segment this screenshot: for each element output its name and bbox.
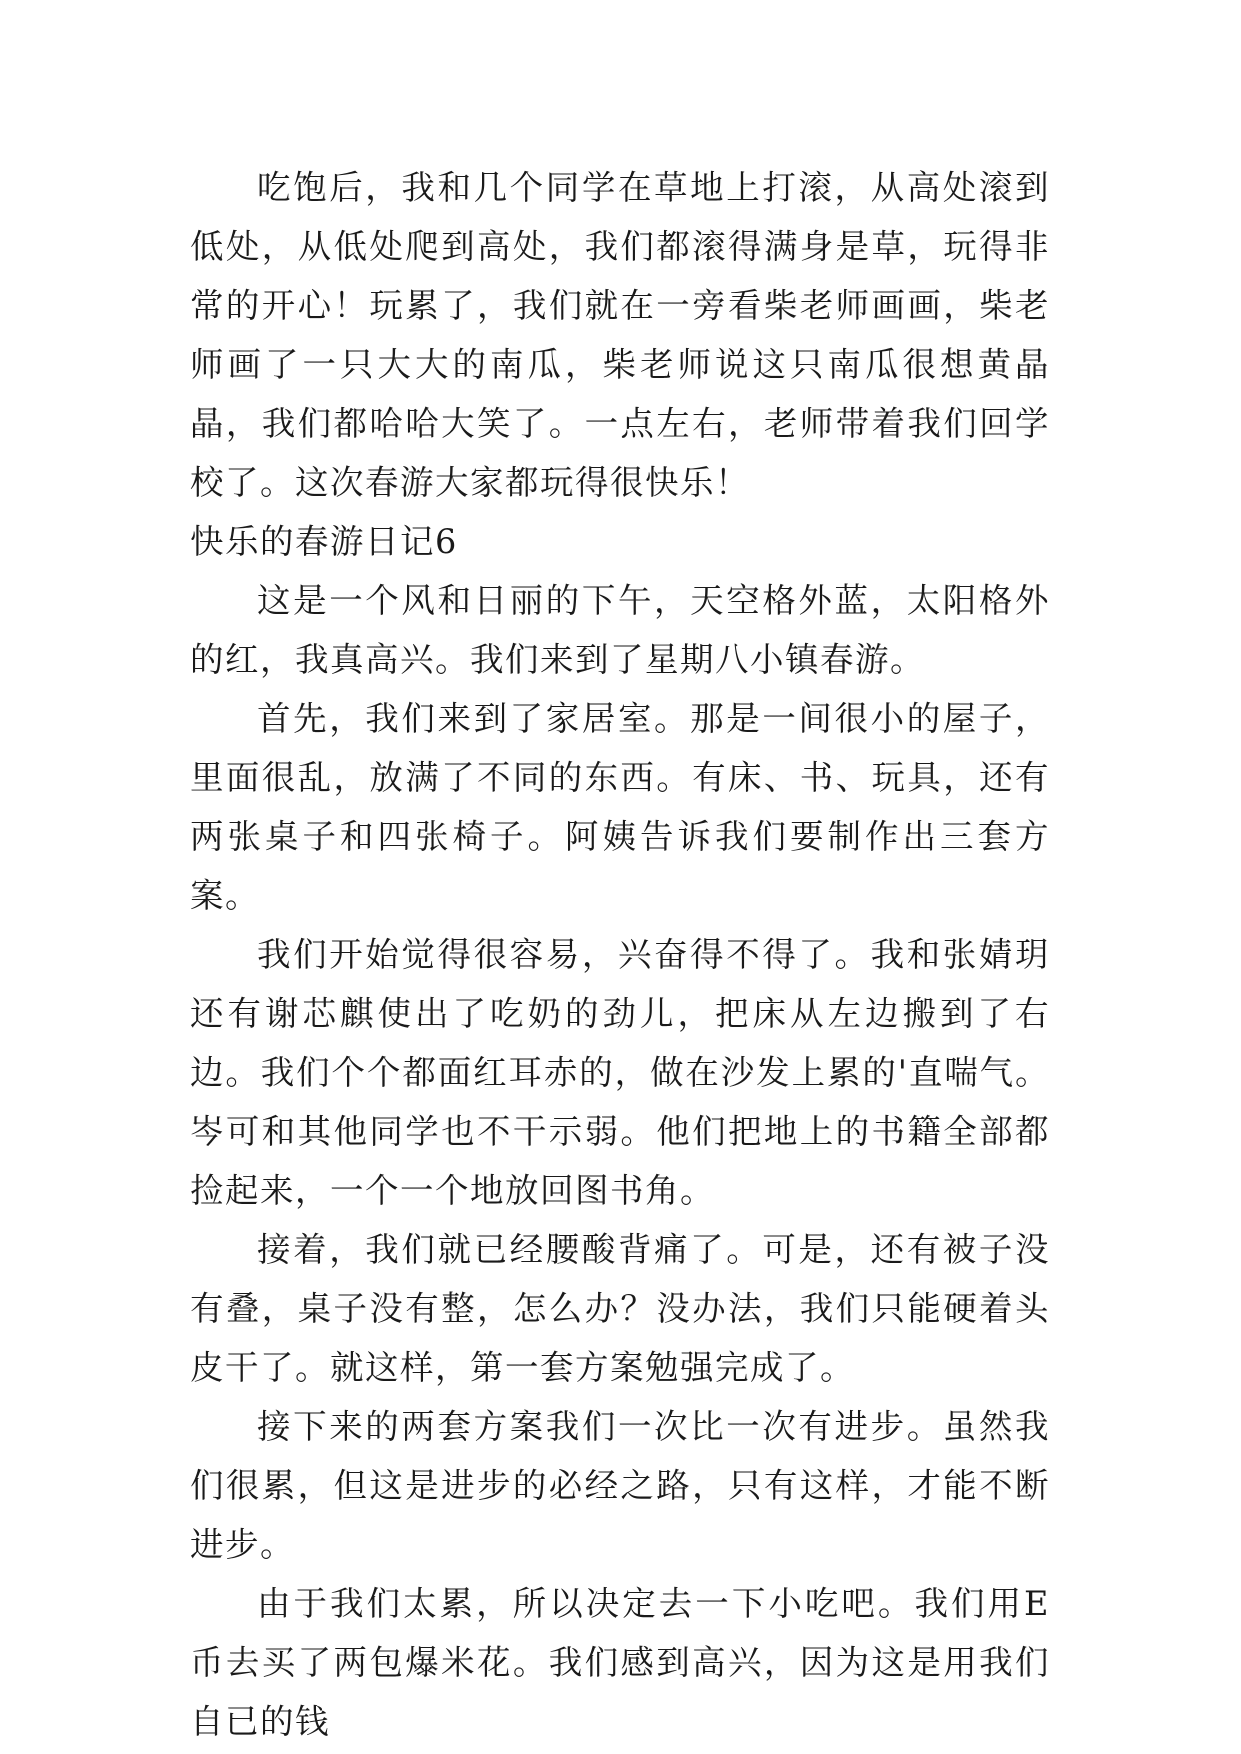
paragraph-4: 我们开始觉得很容易，兴奋得不得了。我和张婧玥还有谢芯麒使出了吃奶的劲儿，把床从左边搬到了右边。我们个个都面红耳赤的，做在沙发上累的'直喘气。岑可和其他同学也不干示弱。他们把地上的书籍全部都捡起来，一个一个地放回图书角。 [190,935,1050,1210]
section-heading: 快乐的春游日记6 [190,522,458,561]
document-page [190,158,1050,1751]
paragraph-7: 由于我们太累，所以决定去一下小吃吧。我们用E币去买了两包爆米花。我们感到高兴，因为这是用我们自已的钱 [190,1584,1050,1741]
paragraph-3: 首先，我们来到了家居室。那是一间很小的屋子，里面很乱，放满了不同的东西。有床、书、玩具，还有两张桌子和四张椅子。阿姨告诉我们要制作出三套方案。 [190,699,1050,915]
paragraph-1: 吃饱后，我和几个同学在草地上打滚，从高处滚到低处，从低处爬到高处，我们都滚得满身是草，玩得非常的开心！玩累了，我们就在一旁看柴老师画画，柴老师画了一只大大的南瓜，柴老师说这只南瓜很想黄晶晶，我们都哈哈大笑了。一点左右，老师带着我们回学校了。这次春游大家都玩得很快乐！ [190,168,1050,502]
paragraph-6: 接下来的两套方案我们一次比一次有进步。虽然我们很累，但这是进步的必经之路，只有这样，才能不断进步。 [190,1407,1050,1564]
paragraph-2: 这是一个风和日丽的下午，天空格外蓝，太阳格外的红，我真高兴。我们来到了星期八小镇春游。 [190,581,1050,679]
paragraph-5: 接着，我们就已经腰酸背痛了。可是，还有被子没有叠，桌子没有整，怎么办？没办法，我们只能硬着头皮干了。就这样，第一套方案勉强完成了。 [190,1230,1050,1387]
